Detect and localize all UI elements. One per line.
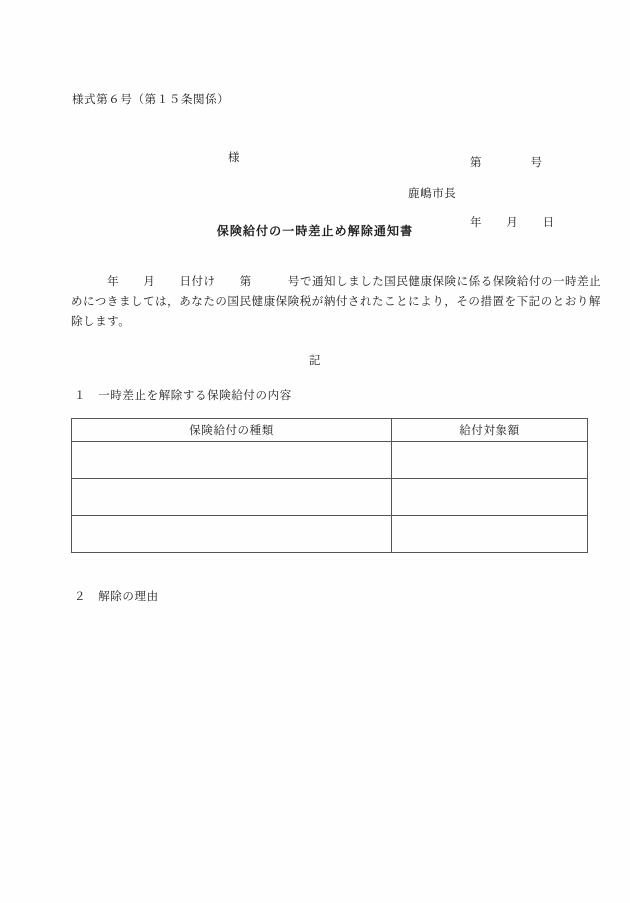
table-row <box>72 516 588 553</box>
table-header-benefit-kind: 保険給付の種類 <box>72 419 392 442</box>
body-line-3: 除します。 <box>71 314 131 328</box>
table-cell-benefit-amount[interactable] <box>392 516 588 553</box>
section-heading-benefit-content: １ 一時差止を解除する保険給付の内容 <box>74 388 292 402</box>
body-paragraph <box>71 271 602 331</box>
table-header-row <box>72 419 588 442</box>
table-cell-benefit-kind[interactable] <box>72 442 392 479</box>
table-cell-benefit-kind[interactable] <box>72 516 392 553</box>
table-cell-benefit-kind[interactable] <box>72 479 392 516</box>
page-title: 保険給付の一時差止め解除通知書 <box>216 224 414 238</box>
body-line-2: めにつきましては，あなたの国民健康保険税が納付されたことにより，その措置を下記のとおり解 <box>71 294 601 308</box>
table-cell-benefit-amount[interactable] <box>392 442 588 479</box>
document-meta-block <box>470 112 555 272</box>
issuer-name: 鹿嶋市長 <box>408 186 457 200</box>
addressee-field[interactable]: 様 <box>228 150 241 164</box>
table-row <box>72 442 588 479</box>
document-number-field[interactable]: 第 号 <box>470 155 543 169</box>
form-number-label: 様式第６号（第１５条関係） <box>72 92 230 106</box>
benefit-table <box>71 418 588 553</box>
document-date-field[interactable]: 年 月 日 <box>470 215 555 229</box>
table-row <box>72 479 588 516</box>
table-header-benefit-amount: 給付対象額 <box>392 419 588 442</box>
section-heading-reason: ２ 解除の理由 <box>74 589 159 603</box>
table-cell-benefit-amount[interactable] <box>392 479 588 516</box>
ki-marker: 記 <box>308 353 322 367</box>
body-line-1: 年 月 日付け 第 号で通知しました国民健康保険に係る保険給付の一時差止 <box>71 274 602 288</box>
